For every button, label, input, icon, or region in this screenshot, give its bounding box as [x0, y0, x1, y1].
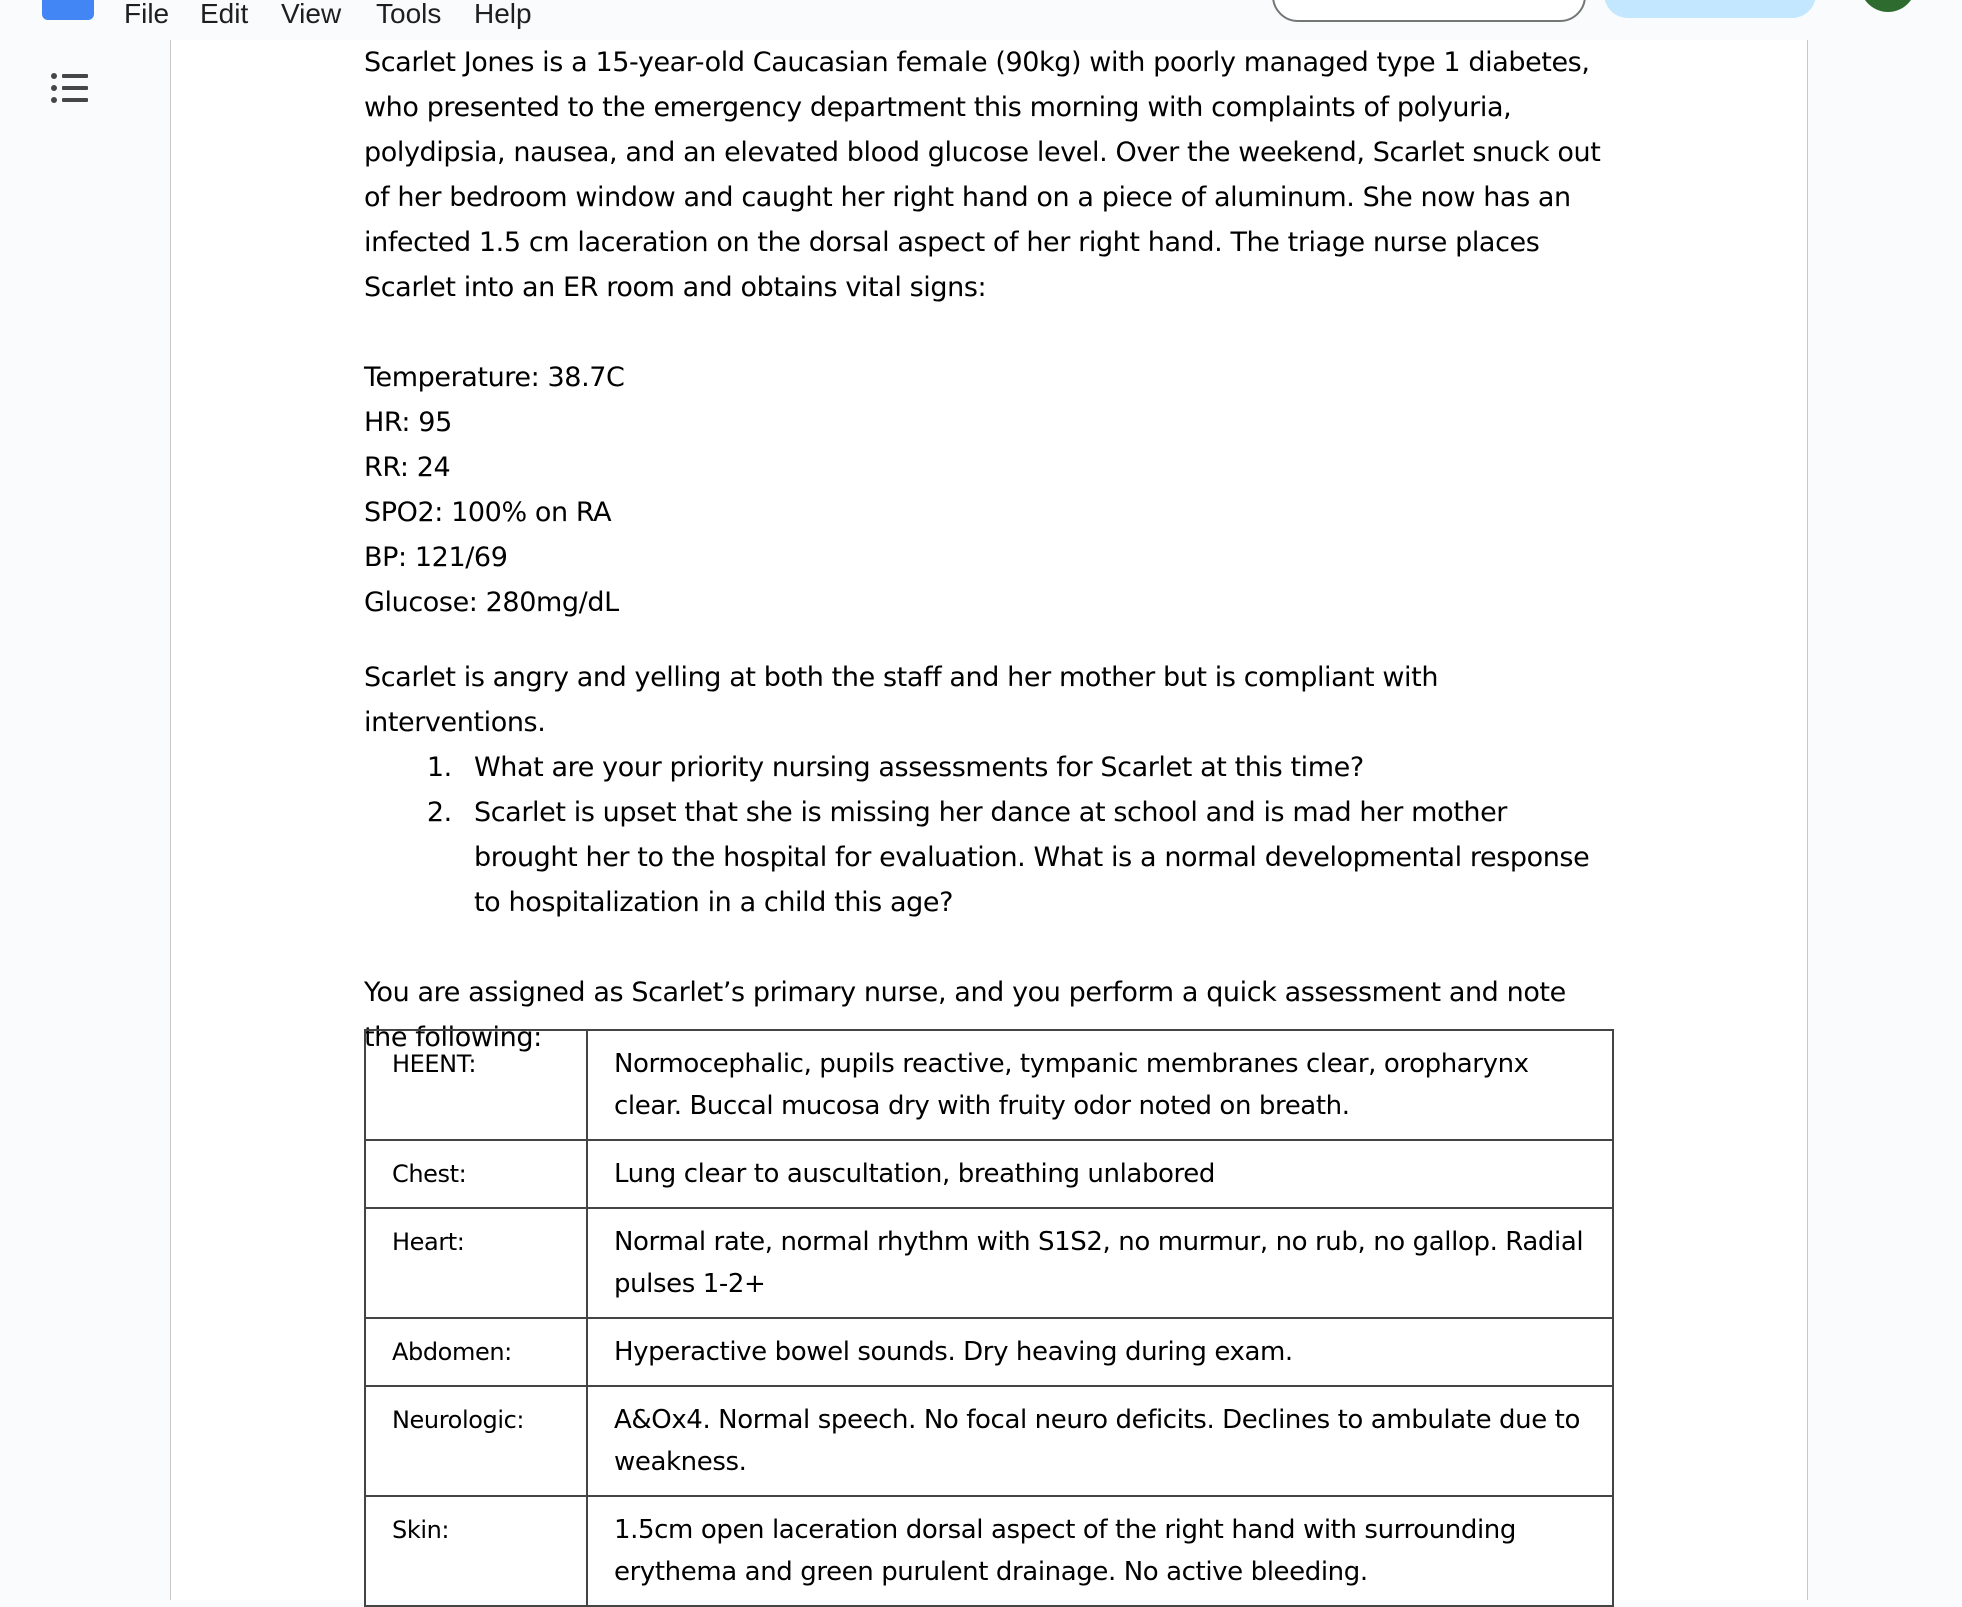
blank-line — [364, 625, 1614, 655]
table-cell-finding: Normocephalic, pupils reactive, tympanic membranes clear, oropharynx clear. Buccal mucosa dry with fruity odor noted on breath. — [587, 1030, 1613, 1140]
account-avatar[interactable] — [1860, 0, 1916, 12]
table-cell-system: Heart: — [365, 1208, 587, 1318]
table-row — [365, 1386, 1613, 1496]
table-cell-system: Abdomen: — [365, 1318, 587, 1386]
share-button[interactable] — [1604, 0, 1816, 18]
blank-line — [364, 310, 1614, 355]
question-item: 2. Scarlet is upset that she is missing her dance at school and is mad her mother brought her to the hospital for evaluation. What is a normal developmental response to hospitalization in a child this age? — [460, 790, 1614, 925]
table-row — [365, 1496, 1613, 1606]
case-intro-paragraph: Scarlet Jones is a 15-year-old Caucasian female (90kg) with poorly managed type 1 diabetes, who presented to the emergency department this morning with complaints of polyuria, polydipsia, nausea, and an elevated blood glucose level. Over the weekend, Scarlet snuck out of her bedroom window and caught her right hand on a piece of aluminum. She now has an infected 1.5 cm laceration on the dorsal aspect of her right hand. The triage nurse places Scarlet into an ER room and obtains vital signs: — [364, 47, 1601, 303]
vital-spo2: SPO2: 100% on RA — [364, 497, 612, 528]
question-list — [364, 745, 1614, 925]
table-row — [365, 1030, 1613, 1140]
table-row — [365, 1318, 1613, 1386]
vital-glucose: Glucose: 280mg/dL — [364, 587, 619, 618]
menu-edit[interactable]: Edit — [200, 0, 249, 29]
table-cell-finding: Hyperactive bowel sounds. Dry heaving during exam. — [587, 1318, 1613, 1386]
menu-bar — [0, 0, 1962, 40]
behavior-paragraph: Scarlet is angry and yelling at both the staff and her mother but is compliant with interventions. — [364, 662, 1439, 738]
table-cell-system: Chest: — [365, 1140, 587, 1208]
table-cell-system: Neurologic: — [365, 1386, 587, 1496]
assessment-table[interactable] — [364, 1029, 1614, 1607]
table-row — [365, 1208, 1613, 1318]
vital-temperature: Temperature: 38.7C — [364, 362, 625, 393]
vital-respiratory-rate: RR: 24 — [364, 452, 451, 483]
table-cell-finding: Lung clear to auscultation, breathing unlabored — [587, 1140, 1613, 1208]
search-menus-input[interactable] — [1272, 0, 1586, 22]
table-cell-finding: 1.5cm open laceration dorsal aspect of the right hand with surrounding erythema and green purulent drainage. No active bleeding. — [587, 1496, 1613, 1606]
assessment-intro-paragraph: You are assigned as Scarlet’s primary nurse, and you perform a quick assessment and note the following: — [364, 977, 1566, 1053]
menu-file[interactable]: File — [124, 0, 170, 29]
question-item: 1. What are your priority nursing assessments for Scarlet at this time? — [460, 745, 1614, 790]
document-body[interactable] — [364, 40, 1614, 1060]
document-outline-icon[interactable] — [50, 72, 90, 104]
table-cell-system: Skin: — [365, 1496, 587, 1606]
blank-line — [364, 925, 1614, 970]
menu-tools[interactable]: Tools — [376, 0, 442, 29]
table-cell-finding: Normal rate, normal rhythm with S1S2, no murmur, no rub, no gallop. Radial pulses 1-2+ — [587, 1208, 1613, 1318]
table-cell-finding: A&Ox4. Normal speech. No focal neuro deficits. Declines to ambulate due to weakness. — [587, 1386, 1613, 1496]
table-row — [365, 1140, 1613, 1208]
table-cell-system: HEENT: — [365, 1030, 587, 1140]
menu-help[interactable]: Help — [474, 0, 532, 29]
vital-heart-rate: HR: 95 — [364, 407, 452, 438]
docs-logo-icon[interactable] — [42, 0, 94, 20]
vital-blood-pressure: BP: 121/69 — [364, 542, 508, 573]
menu-view[interactable]: View — [281, 0, 342, 29]
